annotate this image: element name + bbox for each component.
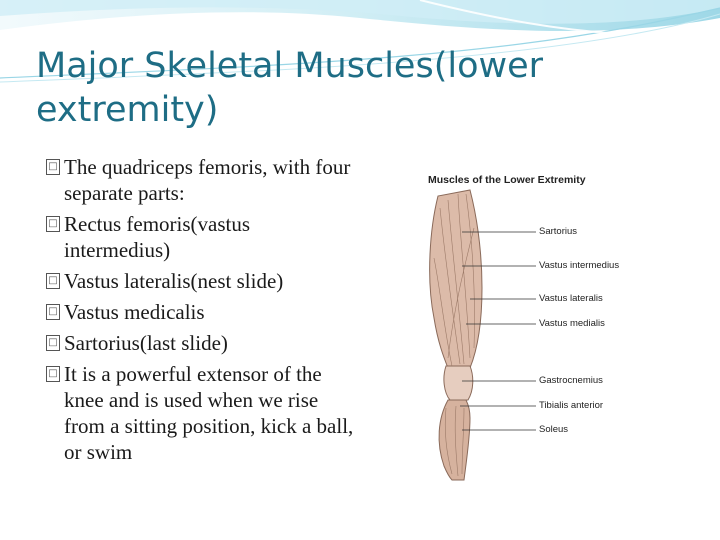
- label-vastus-medialis: Vastus medialis: [539, 318, 605, 329]
- bullet-marker: □: [46, 366, 60, 382]
- label-soleus: Soleus: [539, 424, 569, 435]
- leg-illustration: [400, 168, 650, 483]
- label-tibialis-anterior: Tibialis anterior: [539, 400, 604, 411]
- bullet-marker: □: [46, 273, 60, 289]
- label-gastrocnemius: Gastrocnemius: [539, 375, 603, 386]
- bullet-text: Vastus lateralis(nest slide): [64, 269, 284, 293]
- bullet-item: [46, 154, 356, 206]
- bullet-item: [46, 361, 356, 465]
- bullet-marker: □: [46, 304, 60, 320]
- bullet-list: [46, 154, 356, 470]
- bullet-marker: □: [46, 159, 60, 175]
- bullet-item: [46, 299, 356, 325]
- bullet-text: Sartorius(last slide): [64, 331, 228, 355]
- bullet-text: Rectus femoris(vastus intermedius): [64, 212, 251, 262]
- label-vastus-intermedius: Vastus intermedius: [539, 260, 620, 271]
- bullet-text: It is a powerful extensor of the knee and is used when we rise from a sitting position, kick a ball, or swim: [64, 362, 354, 464]
- bullet-marker: □: [46, 216, 60, 232]
- bullet-text: Vastus medicalis: [64, 300, 205, 324]
- figure-title: Muscles of the Lower Extremity: [428, 174, 586, 186]
- bullet-item: [46, 268, 356, 294]
- lower-extremity-muscle-figure: [400, 168, 650, 483]
- bullet-text: The quadriceps femoris, with four separate parts:: [64, 155, 351, 205]
- bullet-item: [46, 330, 356, 356]
- bullet-marker: □: [46, 335, 60, 351]
- bullet-item: [46, 211, 356, 263]
- label-vastus-lateralis: Vastus lateralis: [539, 293, 603, 304]
- label-sartorius: Sartorius: [539, 226, 578, 237]
- slide-title: Major Skeletal Muscles(lower extremity): [36, 46, 544, 130]
